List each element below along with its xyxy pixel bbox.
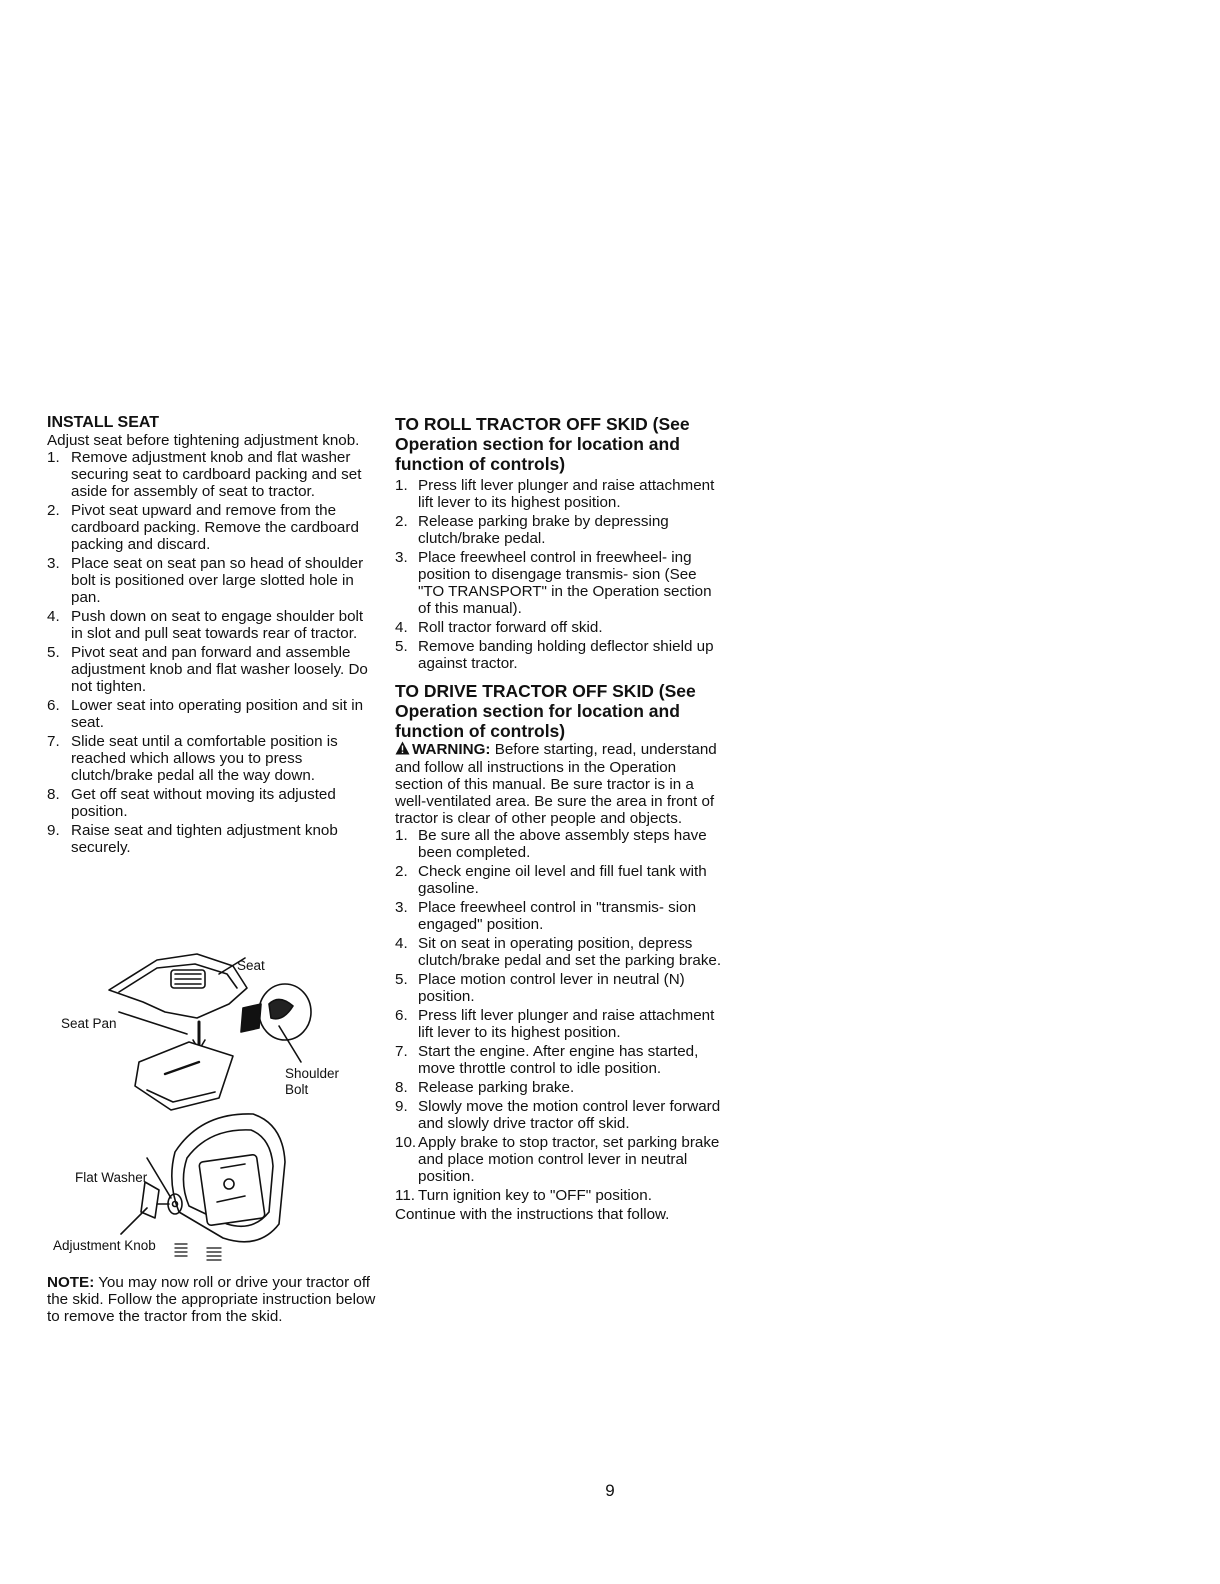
step-text: Press lift lever plunger and raise attachment lift lever to its highest position. <box>418 477 715 511</box>
drive-off-steps <box>395 827 725 1204</box>
install-seat-intro: Adjust seat before tightening adjustment knob. <box>47 432 360 449</box>
list-item <box>47 733 377 784</box>
list-item <box>395 863 725 897</box>
step-number: 5. <box>395 971 408 988</box>
step-number: 2. <box>395 863 408 880</box>
step-number: 9. <box>47 822 60 839</box>
install-seat-steps <box>47 449 377 856</box>
list-item <box>47 608 377 642</box>
step-number: 3. <box>395 549 408 566</box>
step-number: 8. <box>47 786 60 803</box>
step-text: Check engine oil level and fill fuel tank with gasoline. <box>418 863 707 897</box>
page-number: 9 <box>605 1481 615 1500</box>
warning-label: WARNING: <box>412 741 491 758</box>
step-number: 5. <box>47 644 60 661</box>
note-paragraph <box>47 1274 377 1325</box>
step-text: Sit on seat in operating position, depress clutch/brake pedal and set the parking brake. <box>418 935 722 969</box>
list-item <box>395 935 725 969</box>
list-item <box>47 786 377 820</box>
step-text: Place motion control lever in neutral (N) position. <box>418 971 685 1005</box>
step-text: Pivot seat upward and remove from the cardboard packing. Remove the cardboard packing and discard. <box>71 502 359 553</box>
step-text: Be sure all the above assembly steps have been completed. <box>418 827 707 861</box>
list-item <box>395 638 725 672</box>
step-number: 1. <box>47 449 60 466</box>
list-item <box>47 822 377 856</box>
step-number: 7. <box>47 733 60 750</box>
note-label: NOTE: <box>47 1274 95 1291</box>
step-text: Pivot seat and pan forward and assemble adjustment knob and flat washer loosely. Do not tighten. <box>71 644 368 695</box>
warning-paragraph <box>395 741 725 827</box>
seat-assembly-illustration <box>47 862 377 1262</box>
warning-triangle-icon <box>395 741 410 759</box>
flat-washer-label: Flat Washer <box>75 1170 148 1185</box>
step-text: Slowly move the motion control lever forward and slowly drive tractor off skid. <box>418 1098 721 1132</box>
seat-assembly-figure <box>47 862 377 1262</box>
list-item <box>395 1134 725 1185</box>
step-number: 4. <box>47 608 60 625</box>
step-number: 6. <box>47 697 60 714</box>
shoulder-label: Shoulder <box>285 1066 340 1081</box>
bolt-label: Bolt <box>285 1082 309 1097</box>
step-number: 8. <box>395 1079 408 1096</box>
step-text: Turn ignition key to "OFF" position. <box>418 1187 652 1204</box>
step-number: 10. <box>395 1134 417 1151</box>
roll-off-steps <box>395 477 725 672</box>
step-text: Place seat on seat pan so head of shoulder bolt is positioned over large slotted hole in pan. <box>71 555 364 606</box>
step-number: 4. <box>395 619 408 636</box>
step-number: 11. <box>395 1187 415 1204</box>
step-number: 5. <box>395 638 408 655</box>
step-text: Apply brake to stop tractor, set parking brake and place motion control lever in neutral position. <box>418 1134 720 1185</box>
step-number: 9. <box>395 1098 408 1115</box>
list-item <box>47 555 377 606</box>
right-column <box>395 414 725 1223</box>
list-item <box>395 1007 725 1041</box>
step-text: Roll tractor forward off skid. <box>418 619 603 636</box>
list-item <box>395 1043 725 1077</box>
list-item <box>47 502 377 553</box>
step-text: Release parking brake by depressing clutch/brake pedal. <box>418 513 669 547</box>
list-item <box>395 899 725 933</box>
step-text: Remove banding holding deflector shield up against tractor. <box>418 638 714 672</box>
step-number: 2. <box>395 513 408 530</box>
step-number: 4. <box>395 935 408 952</box>
step-text: Push down on seat to engage shoulder bolt in slot and pull seat towards rear of tractor. <box>71 608 364 642</box>
list-item <box>395 827 725 861</box>
list-item <box>395 1098 725 1132</box>
list-item <box>395 619 725 636</box>
note-text: You may now roll or drive your tractor off the skid. Follow the appropriate instruction below to remove the tractor from the skid. <box>47 1274 376 1325</box>
step-text: Raise seat and tighten adjustment knob securely. <box>71 822 338 856</box>
step-text: Place freewheel control in "transmis- sion engaged" position. <box>418 899 697 933</box>
step-text: Press lift lever plunger and raise attachment lift lever to its highest position. <box>418 1007 715 1041</box>
list-item <box>395 1187 725 1204</box>
drive-off-heading: TO DRIVE TRACTOR OFF SKID (See Operation section for location and function of controls) <box>395 681 696 741</box>
step-text: Get off seat without moving its adjusted position. <box>71 786 336 820</box>
left-column <box>47 414 377 1325</box>
warning-text: Before starting, read, understand and follow all instructions in the Operation section of this manual. Be sure tractor is in a well-ventilated area. Be sure the area in front of tractor is clear of other people and objects. <box>395 741 717 827</box>
adjustment-knob-label: Adjustment Knob <box>53 1238 156 1253</box>
step-text: Place freewheel control in freewheel- ing position to disengage transmis- sion (See "TO TRANSPORT" in the Operation section of this manual). <box>418 549 712 617</box>
step-number: 3. <box>395 899 408 916</box>
list-item <box>395 513 725 547</box>
step-number: 6. <box>395 1007 408 1024</box>
list-item <box>395 477 725 511</box>
step-text: Start the engine. After engine has started, move throttle control to idle position. <box>418 1043 699 1077</box>
step-text: Lower seat into operating position and sit in seat. <box>71 697 364 731</box>
step-text: Remove adjustment knob and flat washer securing seat to cardboard packing and set aside for assembly of seat to tractor. <box>71 449 362 500</box>
seat-label: Seat <box>237 958 265 973</box>
seat-pan-label: Seat Pan <box>61 1016 117 1031</box>
list-item <box>47 644 377 695</box>
roll-off-heading: TO ROLL TRACTOR OFF SKID (See Operation section for location and function of controls) <box>395 414 690 474</box>
list-item <box>395 1079 725 1096</box>
step-text: Release parking brake. <box>418 1079 575 1096</box>
step-number: 3. <box>47 555 60 572</box>
list-item <box>395 971 725 1005</box>
step-text: Slide seat until a comfortable position is reached which allows you to press clutch/brake pedal all the way down. <box>71 733 338 784</box>
list-item <box>47 449 377 500</box>
install-seat-heading: INSTALL SEAT <box>47 414 159 431</box>
step-number: 2. <box>47 502 60 519</box>
list-item <box>395 549 725 617</box>
step-number: 1. <box>395 827 408 844</box>
closing-text: Continue with the instructions that follow. <box>395 1206 670 1223</box>
list-item <box>47 697 377 731</box>
step-number: 7. <box>395 1043 408 1060</box>
step-number: 1. <box>395 477 408 494</box>
